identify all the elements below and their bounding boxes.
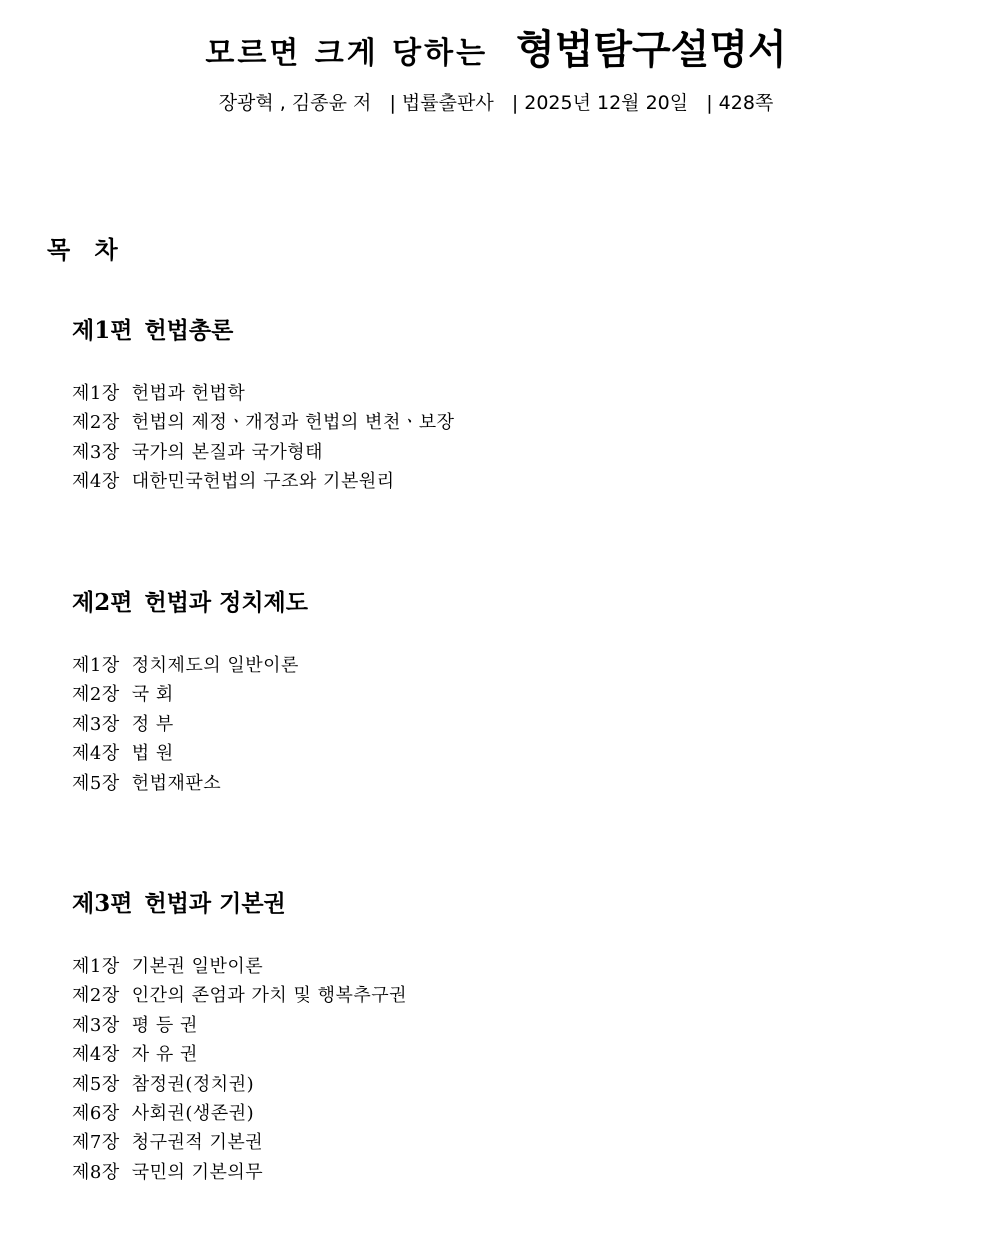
chapter-title: 대한민국헌법의 구조와 기본원리	[131, 471, 395, 493]
chapter-title: 참정권(정치권)	[131, 1073, 255, 1095]
part-title	[72, 584, 308, 617]
meta-publisher: | 법률출판사	[389, 92, 494, 114]
chapter-number: 제4장	[72, 471, 120, 493]
title-main: 형법탐구설명서	[516, 27, 787, 73]
chapter-number: 제1장	[72, 655, 120, 676]
part-name: 헌법총론	[144, 317, 234, 344]
chapter-title: 청구권적 기본권	[131, 1132, 264, 1154]
chapter-number: 제1장	[72, 383, 120, 404]
chapter-item	[72, 739, 308, 768]
toc-part-3	[72, 885, 407, 1187]
chapter-item	[72, 1011, 407, 1040]
chapter-number: 제4장	[72, 743, 120, 765]
chapter-number: 제7장	[72, 1132, 120, 1154]
toc-part-1	[72, 312, 455, 497]
title-prefix: 모르면 크게 당하는	[205, 36, 489, 71]
chapter-title: 국민의 기본의무	[131, 1161, 264, 1183]
chapter-item	[72, 981, 407, 1010]
toc-heading: 목 차	[47, 236, 126, 264]
chapter-number: 제3장	[72, 1014, 120, 1036]
book-title	[0, 18, 992, 75]
meta-date: | 2025년 12월 20일	[511, 92, 689, 114]
chapter-title: 인간의 존엄과 가치 및 행복추구권	[131, 985, 408, 1007]
chapter-item	[72, 651, 308, 680]
part-name: 헌법과 기본권	[144, 890, 286, 917]
toc-part-2	[72, 584, 308, 798]
chapter-list	[72, 379, 455, 497]
chapter-item	[72, 379, 455, 408]
chapter-number: 제5장	[72, 772, 120, 794]
part-title	[72, 312, 455, 345]
part-title	[72, 885, 407, 918]
chapter-title: 평 등 권	[131, 1014, 198, 1036]
chapter-item	[72, 769, 308, 798]
chapter-number: 제2장	[72, 985, 120, 1007]
part-number: 제2편	[72, 589, 133, 616]
book-meta	[0, 88, 992, 115]
chapter-item	[72, 1040, 407, 1069]
chapter-title: 정 부	[131, 713, 174, 735]
chapter-title: 법 원	[131, 743, 174, 765]
chapter-list	[72, 952, 407, 1187]
chapter-item	[72, 467, 455, 496]
chapter-number: 제2장	[72, 412, 120, 434]
part-number: 제1편	[72, 317, 133, 344]
chapter-title: 기본권 일반이론	[131, 956, 264, 977]
chapter-title: 국가의 본질과 국가형태	[131, 441, 324, 463]
chapter-item	[72, 952, 407, 981]
chapter-number: 제5장	[72, 1073, 120, 1095]
chapter-number: 제1장	[72, 956, 120, 977]
chapter-title: 국 회	[131, 684, 174, 706]
chapter-number: 제6장	[72, 1102, 120, 1124]
chapter-number: 제8장	[72, 1161, 120, 1183]
chapter-item	[72, 1158, 407, 1187]
chapter-number: 제4장	[72, 1044, 120, 1066]
chapter-item	[72, 1128, 407, 1157]
meta-pages: | 428쪽	[706, 92, 774, 114]
chapter-list	[72, 651, 308, 798]
chapter-number: 제3장	[72, 441, 120, 463]
chapter-title: 헌법재판소	[131, 772, 222, 794]
part-name: 헌법과 정치제도	[144, 589, 308, 616]
chapter-item	[72, 1070, 407, 1099]
chapter-number: 제3장	[72, 713, 120, 735]
meta-authors: 장광혁 , 김종윤 저	[218, 92, 372, 114]
chapter-title: 헌법과 헌법학	[131, 383, 246, 404]
part-number: 제3편	[72, 890, 133, 917]
chapter-title: 자 유 권	[131, 1044, 198, 1066]
chapter-title: 정치제도의 일반이론	[131, 655, 299, 676]
chapter-item	[72, 408, 455, 437]
chapter-item	[72, 710, 308, 739]
chapter-item	[72, 1099, 407, 1128]
chapter-title: 헌법의 제정ㆍ개정과 헌법의 변천ㆍ보장	[131, 412, 455, 434]
chapter-number: 제2장	[72, 684, 120, 706]
chapter-title: 사회권(생존권)	[131, 1102, 255, 1124]
chapter-item	[72, 680, 308, 709]
chapter-item	[72, 438, 455, 467]
